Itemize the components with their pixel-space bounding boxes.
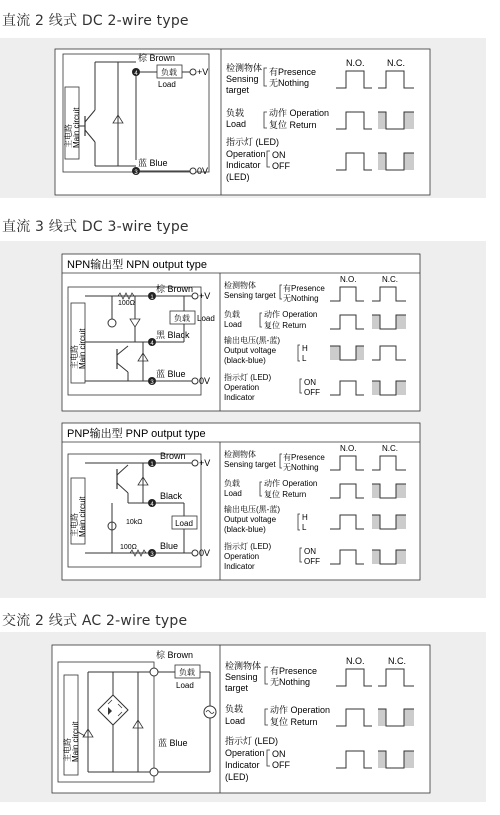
pnp-return: 复位 Return [264, 490, 307, 499]
pnp-out-en2: (black-blue) [224, 525, 266, 534]
dc2-presence: 有Presence [269, 67, 317, 77]
panel-dc3 [0, 241, 486, 598]
pnp-zero-v: 0V [199, 548, 211, 558]
pnp-sensing-en: Sensing target [224, 460, 276, 469]
pnp-nc: N.C. [382, 444, 398, 453]
npn-return: 复位 Return [264, 321, 307, 330]
dc2-load-cn-t: 负载 [226, 108, 245, 118]
section-title-dc2: 直流 2 线式 DC 2-wire type [2, 13, 189, 29]
dc2-on: ON [272, 150, 286, 160]
npn-on: ON [304, 378, 316, 387]
dc2-no-label: N.O. [346, 58, 365, 68]
npn-main-en: Main circuit [78, 328, 87, 369]
dc2-led-op: Operation [226, 149, 266, 159]
pnp-load-cn-t: 负载 [224, 479, 240, 488]
ac2-return: 复位 Return [270, 717, 318, 727]
ac2-load-en: Load [176, 681, 194, 690]
ac2-main-en: Main circuit [71, 721, 80, 762]
dc2-sensing-cn: 检测物体 [226, 63, 263, 73]
npn-term4: 4 [150, 341, 154, 347]
ac2-off: OFF [272, 760, 290, 770]
npn-l: L [302, 354, 307, 363]
dc2-return: 复位 Return [269, 120, 317, 130]
npn-operation: 动作 Operation [264, 310, 318, 319]
npn-nothing: 无Nothing [283, 294, 319, 303]
npn-out-cn: 输出电压(黑-蓝) [224, 336, 280, 345]
section-title-ac2: 交流 2 线式 AC 2-wire type [2, 613, 188, 629]
pnp-black: Black [160, 491, 183, 501]
npn-h: H [302, 344, 308, 353]
npn-sensing-cn: 检测物体 [224, 281, 256, 290]
ac2-led-cn: 指示灯 (LED) [225, 736, 279, 746]
pnp-on: ON [304, 547, 316, 556]
ac2-sensing-en1: Sensing [225, 672, 258, 682]
pnp-no: N.O. [340, 444, 357, 453]
npn-led-op: Operation [224, 383, 260, 392]
ac2-load-en-t: Load [225, 716, 246, 726]
dc2-main-circuit-en: Main circuit [72, 107, 81, 148]
panel-ac2 [0, 632, 486, 802]
pnp-led-cn: 指示灯 (LED) [224, 542, 272, 551]
npn-title: NPN输出型 NPN output type [67, 259, 207, 271]
npn-zero-v: 0V [199, 376, 211, 386]
dc2-zero-v: 0V [197, 166, 209, 176]
dc2-load-cn: 负载 [161, 68, 177, 77]
dc2-blue-label: 蓝 Blue [138, 158, 168, 168]
npn-led-ind: Indicator [224, 393, 255, 402]
ac2-load-cn-t: 负载 [225, 704, 244, 714]
pnp-out-cn: 输出电压(黑-蓝) [224, 505, 280, 514]
ac2-blue: 蓝 Blue [158, 738, 188, 748]
pnp-main-cn: 主电路 [70, 513, 79, 537]
npn-blue: 蓝 Blue [156, 369, 186, 379]
pnp-term4: 4 [150, 502, 154, 508]
dc2-load-en-t: Load [226, 119, 247, 129]
npn-load-en-t: Load [224, 320, 242, 329]
npn-black: 黑 Black [156, 330, 190, 340]
ac2-led-ind: Indicator [225, 760, 260, 770]
panel-dc2 [0, 38, 486, 198]
npn-term3: 3 [150, 380, 154, 386]
npn-led-cn: 指示灯 (LED) [224, 373, 272, 382]
dc2-nc-label: N.C. [387, 58, 405, 68]
dc2-nothing: 无Nothing [269, 78, 310, 88]
npn-no: N.O. [340, 275, 357, 284]
pnp-off: OFF [304, 557, 320, 566]
ac2-led-op: Operation [225, 748, 265, 758]
pnp-l: L [302, 523, 307, 532]
pnp-term3: 3 [150, 552, 154, 558]
pnp-led-op: Operation [224, 552, 260, 561]
pnp-title: PNP输出型 PNP output type [67, 428, 206, 440]
dc2-led-cn: 指示灯 (LED) [226, 137, 280, 147]
npn-load-cn-t: 负载 [224, 310, 240, 319]
npn-load-cn: 负载 [174, 314, 190, 323]
dc2-off: OFF [272, 161, 290, 171]
dc2-term-top: 4 [134, 71, 138, 77]
dc2-term-bot: 3 [134, 170, 138, 176]
dc2-load-en: Load [158, 80, 176, 89]
pnp-r1: 10kΩ [126, 519, 143, 526]
ac2-no: N.O. [346, 656, 365, 666]
pnp-out-en: Output voltage [224, 515, 277, 524]
ac2-nothing: 无Nothing [270, 677, 311, 687]
npn-presence: 有Presence [283, 284, 325, 293]
npn-nc: N.C. [382, 275, 398, 284]
pnp-blue: Blue [160, 541, 179, 551]
ac2-presence: 有Presence [270, 666, 318, 676]
dc3-diagram [0, 241, 486, 598]
ac2-led-led: (LED) [225, 772, 249, 782]
pnp-operation: 动作 Operation [264, 479, 318, 488]
section-title-dc3: 直流 3 线式 DC 3-wire type [2, 219, 189, 235]
pnp-sensing-cn: 检测物体 [224, 450, 256, 459]
dc2-brown-label: 棕 Brown [138, 53, 176, 63]
pnp-led-ind: Indicator [224, 562, 255, 571]
pnp-main-en: Main circuit [78, 496, 87, 537]
dc2-main-circuit-cn: 主电路 [64, 124, 73, 148]
ac2-main-cn: 主电路 [63, 738, 72, 762]
ac2-operation: 动作 Operation [270, 705, 331, 715]
npn-term1: 1 [150, 295, 154, 301]
npn-plus-v: +V [199, 291, 211, 301]
pnp-term1: 1 [150, 462, 154, 468]
npn-main-cn: 主电路 [70, 345, 79, 369]
pnp-plus-v: +V [199, 458, 211, 468]
npn-sensing-en: Sensing target [224, 291, 276, 300]
ac2-sensing-en2: target [225, 683, 249, 693]
pnp-nothing: 无Nothing [283, 463, 319, 472]
dc2-diagram [0, 38, 486, 198]
dc2-led-led: (LED) [226, 172, 250, 182]
dc2-operation: 动作 Operation [269, 108, 330, 118]
npn-brown: 棕 Brown [156, 284, 194, 294]
ac2-diagram [0, 632, 486, 802]
npn-out-en2: (black-blue) [224, 356, 266, 365]
dc2-plus-v: +V [197, 67, 209, 77]
npn-resistor: 100Ω [118, 300, 135, 307]
npn-off: OFF [304, 388, 320, 397]
npn-load-en: Load [197, 314, 215, 323]
ac2-load-cn: 负载 [179, 668, 195, 677]
pnp-h: H [302, 513, 308, 522]
npn-out-en: Output voltage [224, 346, 277, 355]
pnp-load-en-t: Load [224, 489, 242, 498]
dc2-sensing-en1: Sensing [226, 74, 259, 84]
dc2-sensing-en2: target [226, 85, 250, 95]
pnp-brown: Brown [160, 451, 186, 461]
pnp-presence: 有Presence [283, 453, 325, 462]
dc2-led-ind: Indicator [226, 160, 261, 170]
ac2-sensing-cn: 检测物体 [225, 661, 262, 671]
pnp-r2: 100Ω [120, 544, 137, 551]
ac2-on: ON [272, 749, 286, 759]
pnp-load-en: Load [175, 519, 193, 528]
ac2-brown: 棕 Brown [156, 650, 194, 660]
ac2-nc: N.C. [388, 656, 406, 666]
